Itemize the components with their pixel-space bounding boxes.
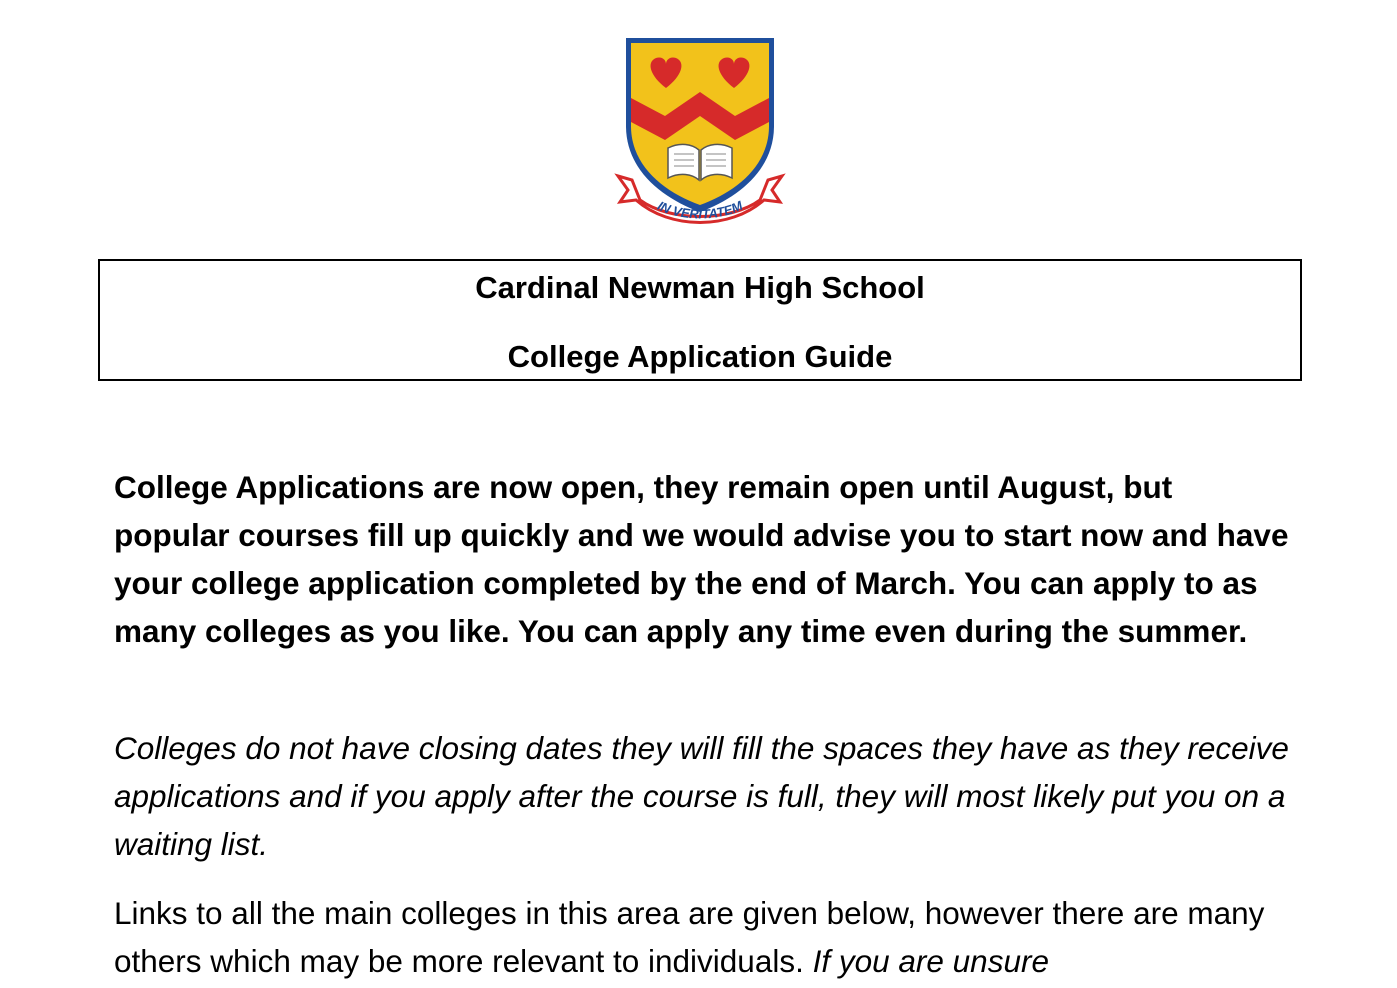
closing-dates-note: Colleges do not have closing dates they will fill the spaces they have as they receive applications and if you apply after the course is full, they will most likely put you on a waiting list.: [114, 730, 1289, 862]
college-links-paragraph: [114, 889, 1294, 985]
school-crest: [610, 30, 790, 242]
crest-motto: IN VERITATEM: [655, 197, 745, 222]
school-name: Cardinal Newman High School: [475, 270, 925, 305]
intro-paragraph: College Applications are now open, they remain open until August, but popular courses fill up quickly and we would advise you to start now and have your college application completed by the end of March. You can apply to as many colleges as you like. You can apply any time even during the summer.: [114, 469, 1289, 649]
crest-shield-icon: [610, 30, 790, 242]
college-links-text: Links to all the main colleges in this area are given below, however there are many others which may be more relevant to individuals.: [114, 895, 1265, 979]
college-links-italic-text: If you are unsure: [812, 943, 1049, 979]
document-title: College Application Guide: [507, 339, 893, 374]
title-box: [98, 259, 1302, 381]
